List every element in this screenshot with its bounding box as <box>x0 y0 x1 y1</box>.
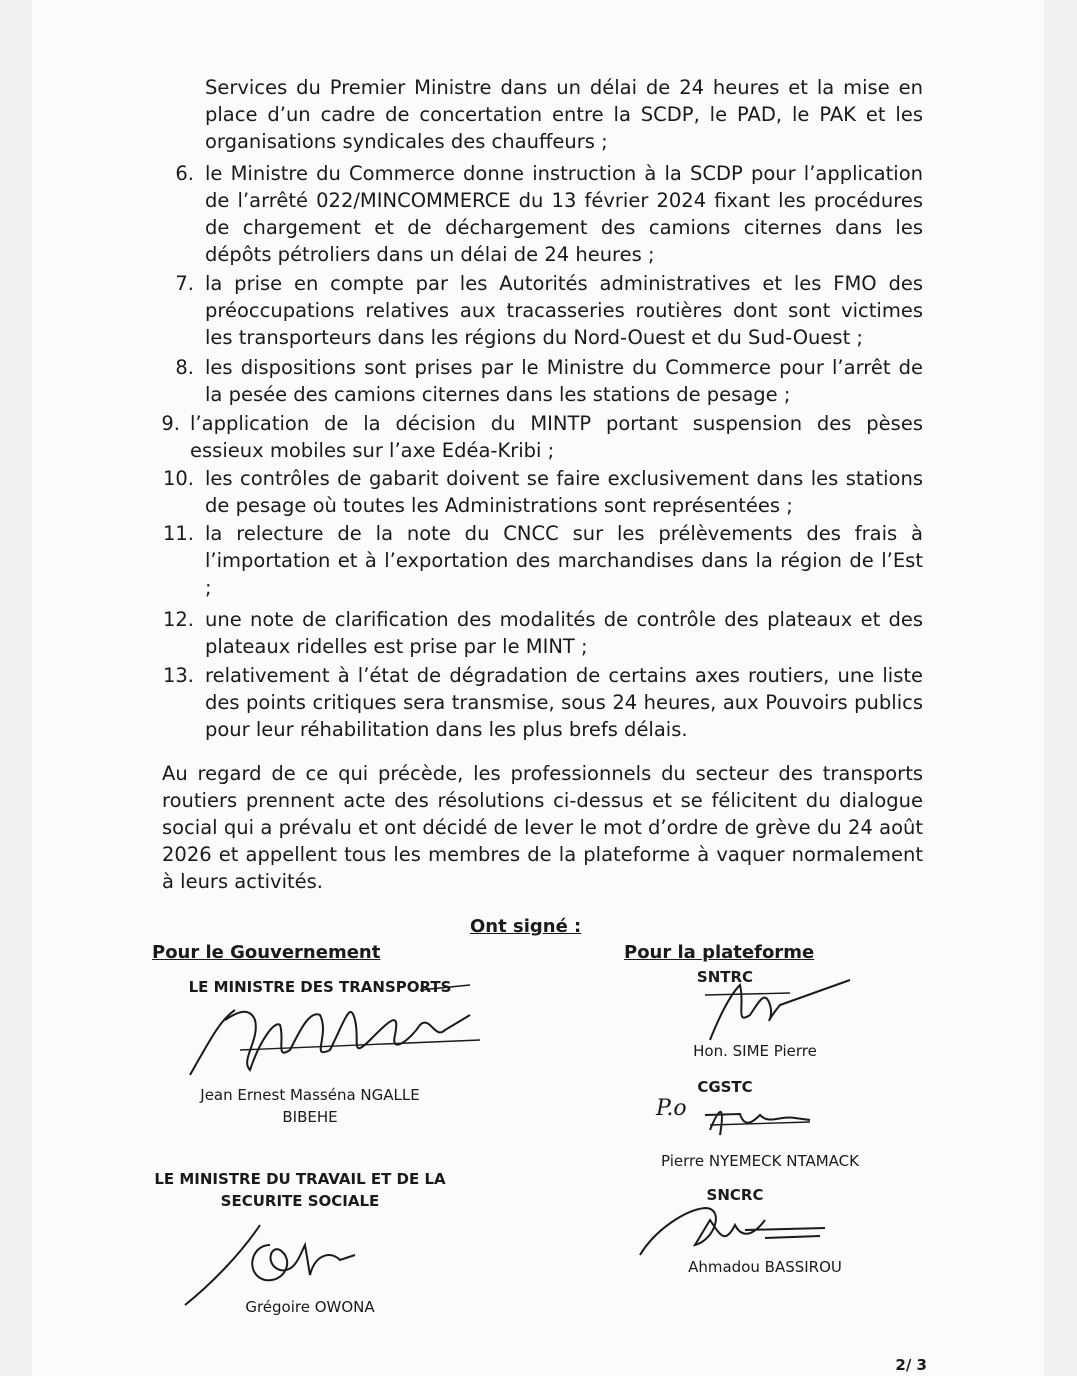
item-number: 9. <box>161 412 180 435</box>
signed-title: Ont signé : <box>470 916 582 937</box>
transport-minister-name-1: Jean Ernest Masséna NGALLE <box>200 1086 420 1104</box>
item-number: 6. <box>175 162 194 185</box>
item-number: 7. <box>175 272 194 295</box>
org-cgstc-name: Pierre NYEMECK NTAMACK <box>661 1152 859 1170</box>
list-item: l’application de la décision du MINTP portant suspension des pèses essieux mobiles sur l’axe Edéa-Kribi ; <box>190 412 923 462</box>
list-item: les dispositions sont prises par le Ministre du Commerce pour l’arrêt de la pesée des camions citernes dans les stations de pesage ; <box>205 356 923 406</box>
list-item: la prise en compte par les Autorités administratives et les FMO des préoccupations relatives aux tracasseries routières dont sont victimes les transporteurs dans les régions du Nord-Ouest et du Sud-Ouest ; <box>205 272 923 349</box>
list-item: les contrôles de gabarit doivent se faire exclusivement dans les stations de pesage où toutes les Administrations sont représentées ; <box>205 467 923 517</box>
org-sncrc: SNCRC <box>706 1186 764 1204</box>
list-item: la relecture de la note du CNCC sur les prélèvements des frais à l’importation et à l’exportation des marchandises dans la région de l’Est ; <box>205 522 923 599</box>
org-sntrc-name: Hon. SIME Pierre <box>693 1042 817 1060</box>
labour-minister-title-1: LE MINISTRE DU TRAVAIL ET DE LA <box>154 1170 446 1188</box>
labour-minister-name: Grégoire OWONA <box>245 1298 375 1316</box>
labour-minister-title-2: SECURITE SOCIALE <box>220 1192 380 1210</box>
cgstc-signature <box>700 1100 820 1145</box>
item-number: 12. <box>162 608 194 631</box>
item-number: 13. <box>162 664 194 687</box>
item-number: 8. <box>175 356 194 379</box>
sntrc-signature <box>690 975 870 1045</box>
page-number: 2/ 3 <box>895 1356 927 1374</box>
list-item: le Ministre du Commerce donne instruction à la SCDP pour l’application de l’arrêté 022/MINCOMMERCE du 13 février 2024 fixant les procédures de chargement et de déchargement des camions citernes dans les dépôts pétroliers dans un délai de 24 heures ; <box>205 162 923 266</box>
org-sncrc-name: Ahmadou BASSIROU <box>688 1258 842 1276</box>
list-item: relativement à l’état de dégradation de certains axes routiers, une liste des points critiques sera transmise, sous 24 heures, aux Pouvoirs publics pour leur réhabilitation dans les plus brefs délais. <box>205 664 923 741</box>
intro-paragraph: Services du Premier Ministre dans un délai de 24 heures et la mise en place d’un cadre de concertation entre la SCDP, le PAD, le PAK et les organisations syndicales des chauffeurs ; <box>205 76 923 153</box>
org-sntrc: SNTRC <box>696 968 754 986</box>
list-item: une note de clarification des modalités de contrôle des plateaux et des plateaux ridelles est prise par le MINT ; <box>205 608 923 658</box>
transport-minister-title: LE MINISTRE DES TRANSPORTS <box>188 978 452 996</box>
government-heading: Pour le Gouvernement <box>152 942 381 963</box>
item-number: 10. <box>162 467 194 490</box>
cgstc-po-mark: P.o <box>656 1096 687 1121</box>
item-number: 11. <box>162 522 194 545</box>
conclusion-paragraph: Au regard de ce qui précède, les professionnels du secteur des transports routiers prennent acte des résolutions ci-dessus et se félicitent du dialogue social qui a prévalu et ont décidé de lever le mot d’ordre de grève du 24 août 2026 et appellent tous les membres de la plateforme à vaquer normalement à leurs activités. <box>162 762 923 893</box>
platform-heading: Pour la plateforme <box>624 942 815 963</box>
org-cgstc: CGSTC <box>697 1078 753 1096</box>
transport-minister-name-2: BIBEHE <box>282 1108 338 1126</box>
transport-minister-signature <box>180 980 500 1090</box>
